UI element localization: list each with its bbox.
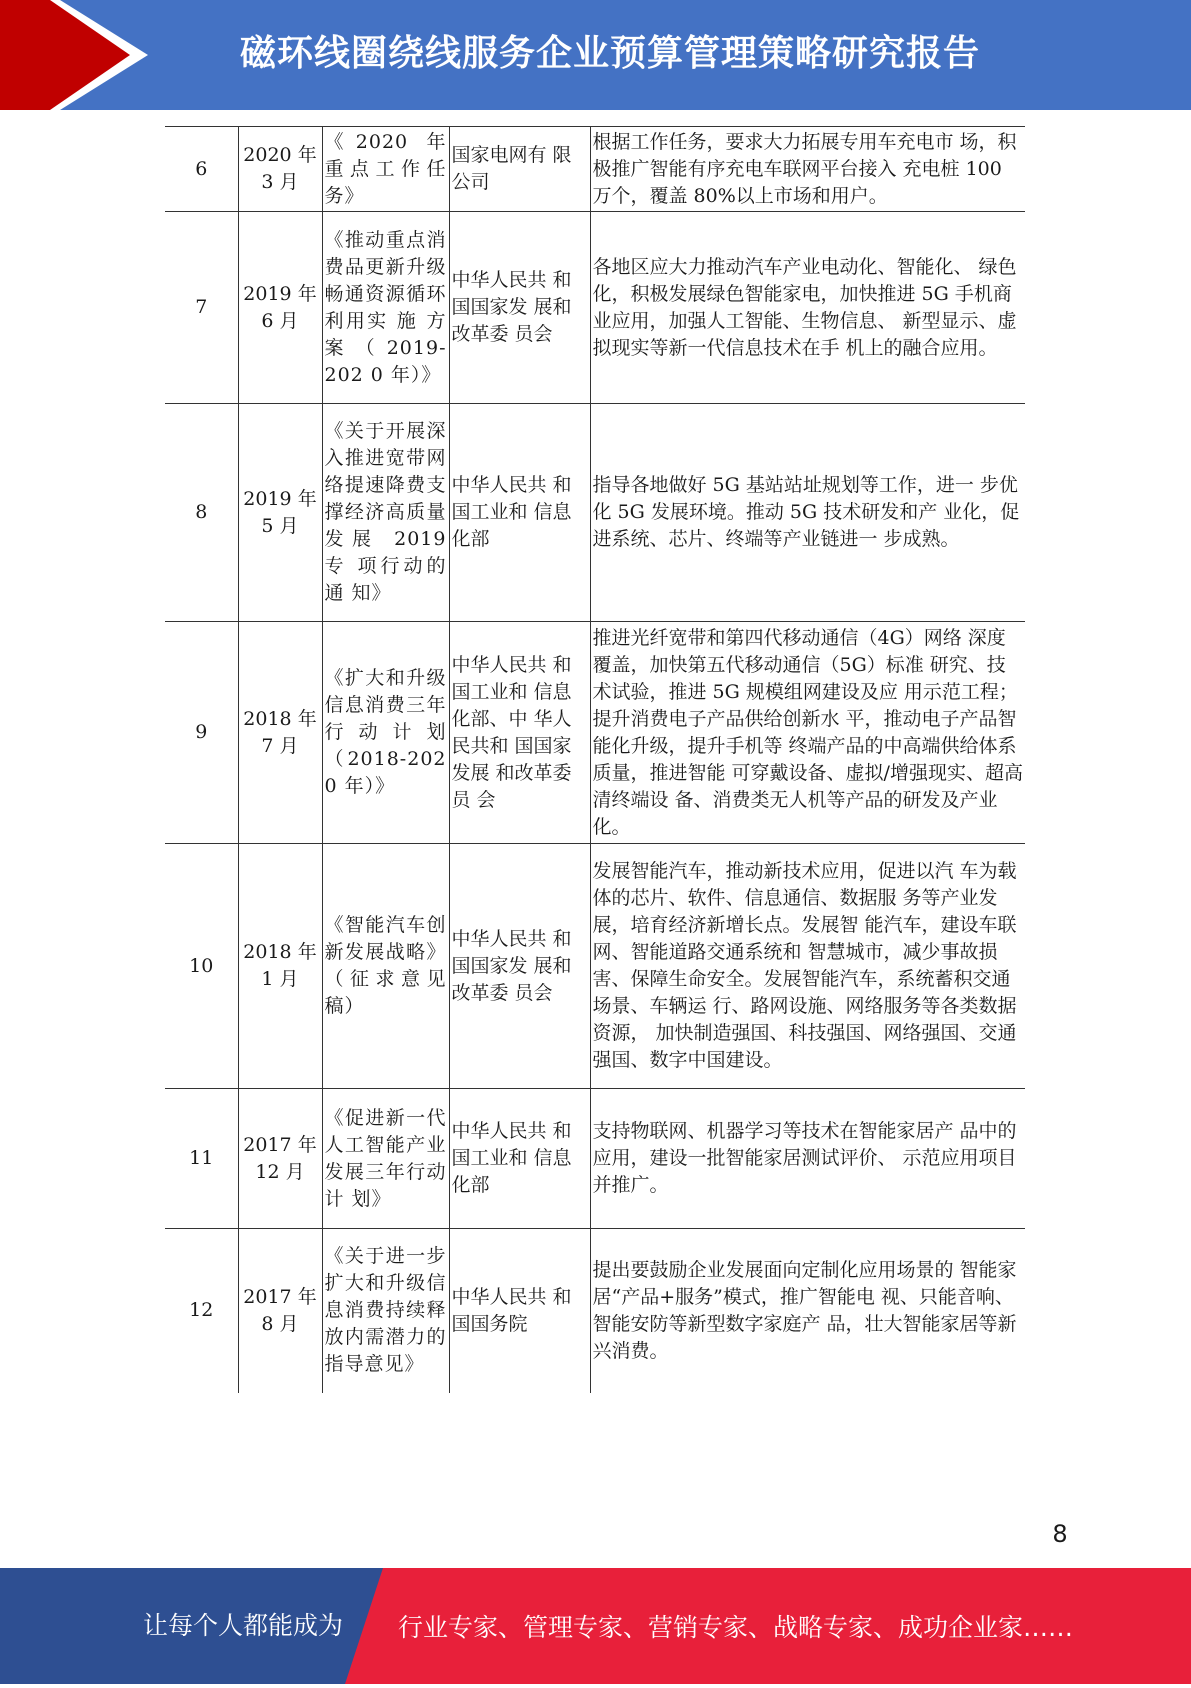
row-date: 2018 年 7 月 xyxy=(238,622,322,844)
page-number: 8 xyxy=(1052,1520,1068,1548)
table-row xyxy=(165,404,1025,622)
row-issuer: 中华人民共 和国工业和 信息化部、中 华人民共和 国国家发展 和改革委员 会 xyxy=(449,622,590,844)
footer-slogan-right: 行业专家、管理专家、营销专家、战略专家、成功企业家…… xyxy=(398,1613,1074,1642)
row-document: 《关于开展深入推进宽带网络提速降费支撑经济高质量发展 2019 专 项行动的通 知》 xyxy=(322,404,449,622)
row-content: 根据工作任务，要求大力拓展专用车充电市 场，积极推广智能有序充电车联网平台接入 充电桩 100 万个，覆盖 80%以上市场和用户。 xyxy=(590,127,1025,212)
header-arrow-decoration xyxy=(0,0,150,110)
row-number: 6 xyxy=(165,127,238,212)
row-number: 11 xyxy=(165,1089,238,1229)
report-title: 磁环线圈绕线服务企业预算管理策略研究报告 xyxy=(240,33,981,74)
table-row xyxy=(165,622,1025,844)
row-date: 2018 年 1 月 xyxy=(238,844,322,1089)
row-document: 《扩大和升级信息消费三年行动计划（2018-202 0 年）》 xyxy=(322,622,449,844)
row-number: 9 xyxy=(165,622,238,844)
row-issuer: 国家电网有 限公司 xyxy=(449,127,590,212)
row-number: 8 xyxy=(165,404,238,622)
table-row xyxy=(165,127,1025,212)
row-number: 10 xyxy=(165,844,238,1089)
row-document: 《智能汽车创新发展战略》（征求意见稿） xyxy=(322,844,449,1089)
row-content: 发展智能汽车，推动新技术应用，促进以汽 车为载体的芯片、软件、信息通信、数据服 务等产业发展，培育经济新增长点。发展智 能汽车，建设车联网、智能道路交通系统和 智慧城市，减少事故损害、保障生命安全。发展智能汽车，系统蓄积交通场景、车辆运 行、路网设施、网络服务等各类数据资源， 加快制造强国、科技强国、网络强国、交通 强国、数字中国建设。 xyxy=(590,844,1025,1089)
row-number: 7 xyxy=(165,212,238,404)
table-row xyxy=(165,212,1025,404)
row-number: 12 xyxy=(165,1229,238,1393)
page-header xyxy=(0,0,1191,110)
table-row xyxy=(165,1089,1025,1229)
policy-table xyxy=(165,126,1025,1393)
row-issuer: 中华人民共 和国国务院 xyxy=(449,1229,590,1393)
row-date: 2019 年 6 月 xyxy=(238,212,322,404)
row-issuer: 中华人民共 和国国家发 展和改革委 员会 xyxy=(449,212,590,404)
row-content: 支持物联网、机器学习等技术在智能家居产 品中的应用，建设一批智能家居测试评价、 示范应用项目并推广。 xyxy=(590,1089,1025,1229)
row-issuer: 中华人民共 和国工业和 信息化部 xyxy=(449,1089,590,1229)
row-issuer: 中华人民共 和国工业和 信息化部 xyxy=(449,404,590,622)
row-date: 2017 年 8 月 xyxy=(238,1229,322,1393)
page-footer xyxy=(0,1568,1191,1684)
policy-table-container xyxy=(165,126,1025,1393)
row-date: 2017 年 12 月 xyxy=(238,1089,322,1229)
table-row xyxy=(165,1229,1025,1393)
row-document: 《2020 年 重点工作任 务》 xyxy=(322,127,449,212)
row-content: 推进光纤宽带和第四代移动通信（4G）网络 深度覆盖，加快第五代移动通信（5G）标准 研究、技术试验，推进 5G 规模组网建设及应 用示范工程；提升消费电子产品供给创新水 平，推动电子产品智能化升级，提升手机等 终端产品的中高端供给体系质量，推进智能 可穿戴设备、虚拟/增强现实、超高清终端设 备、消费类无人机等产品的研发及产业化。 xyxy=(590,622,1025,844)
row-content: 提出要鼓励企业发展面向定制化应用场景的 智能家居“产品+服务”模式，推广智能电 视、只能音响、智能安防等新型数字家庭产 品，壮大智能家居等新兴消费。 xyxy=(590,1229,1025,1393)
row-content: 指导各地做好 5G 基站站址规划等工作，进一 步优化 5G 发展环境。推动 5G 技术研发和产 业化，促进系统、芯片、终端等产业链进一 步成熟。 xyxy=(590,404,1025,622)
row-date: 2020 年 3 月 xyxy=(238,127,322,212)
row-document: 《促进新一代人工智能产业发展三年行动计 划》 xyxy=(322,1089,449,1229)
row-issuer: 中华人民共 和国国家发 展和改革委 员会 xyxy=(449,844,590,1089)
row-document: 《关于进一步扩大和升级信息消费持续释放内需潜力的指导意见》 xyxy=(322,1229,449,1393)
row-content: 各地区应大力推动汽车产业电动化、智能化、 绿色化，积极发展绿色智能家电，加快推进 5G 手机商业应用，加强人工智能、生物信息、 新型显示、虚拟现实等新一代信息技术在手 机上的融合应用。 xyxy=(590,212,1025,404)
footer-slogan-left: 让每个人都能成为 xyxy=(143,1611,344,1640)
table-row xyxy=(165,844,1025,1089)
row-date: 2019 年 5 月 xyxy=(238,404,322,622)
row-document: 《推动重点消费品更新升级畅通资源循环利用实 施 方 案（2019-202 0 年）》 xyxy=(322,212,449,404)
